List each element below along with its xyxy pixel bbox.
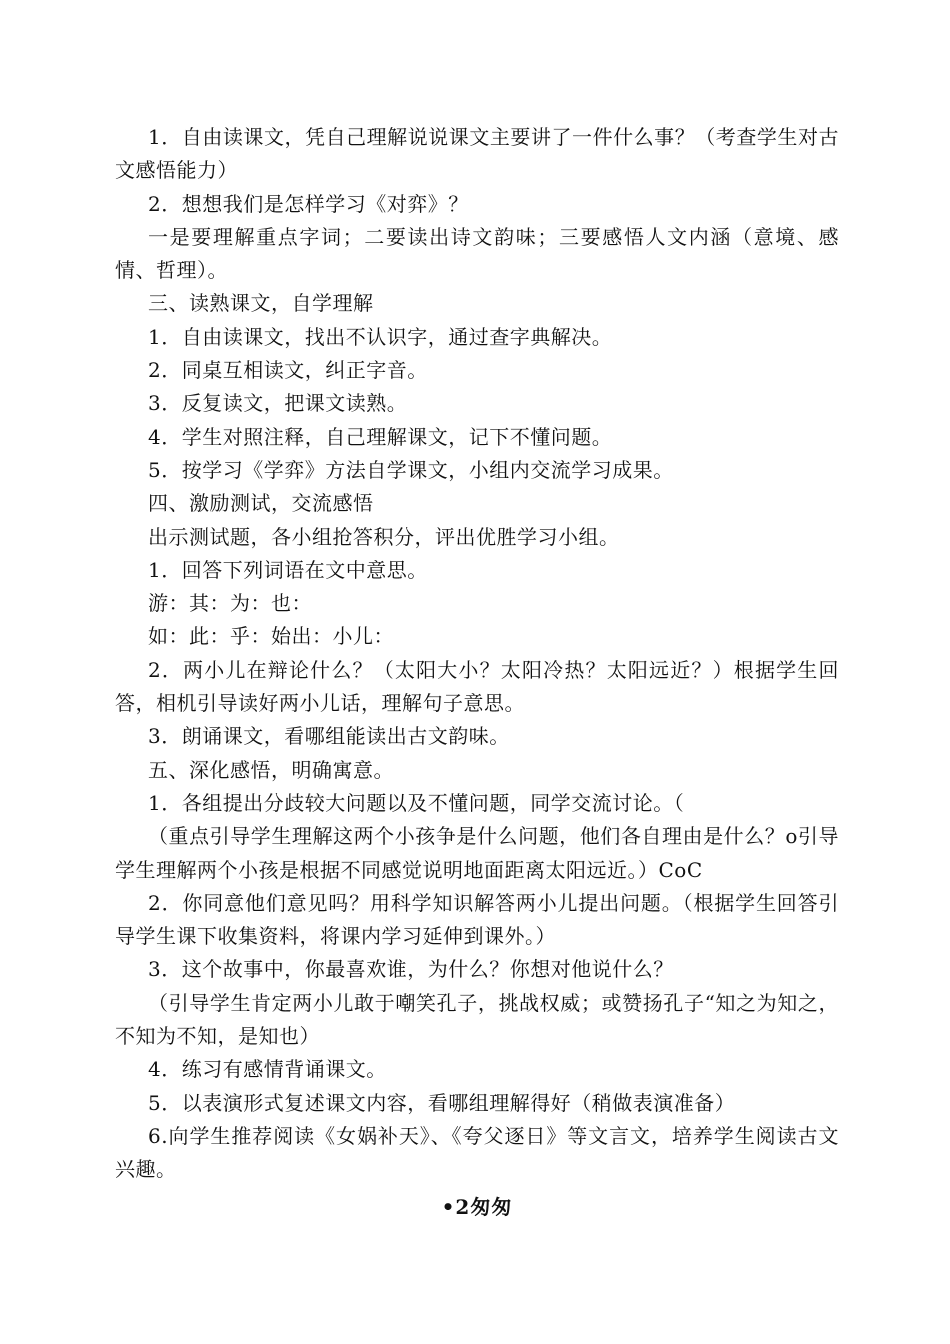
paragraph: 1．回答下列词语在文中意思。 <box>148 557 428 582</box>
document-body <box>115 121 839 1224</box>
paragraph: 1．各组提出分歧较大问题以及不懂问题，同学交流讨论。（ <box>148 790 685 815</box>
paragraph: 2．两小儿在辩论什么？（太阳大小？太阳冷热？太阳远近？）根据学生回答，相机引导读好两小儿话，理解句子意思。 <box>115 657 839 716</box>
paragraph: 2．同桌互相读文，纠正字音。 <box>148 358 428 383</box>
paragraph: 3．朗诵课文，看哪组能读出古文韵味。 <box>148 724 510 749</box>
paragraph: 5．以表演形式复述课文内容，看哪组理解得好（稍做表演准备） <box>148 1090 736 1115</box>
section-heading: •2匆匆 <box>441 1194 513 1219</box>
section-title: 四、激励测试，交流感悟 <box>148 491 374 516</box>
paragraph: 6.向学生推荐阅读《女娲补天》、《夸父逐日》等文言文，培养学生阅读古文兴趣。 <box>115 1123 839 1182</box>
section-title: 五、深化感悟，明确寓意。 <box>148 757 394 782</box>
paragraph: 3．反复读文，把课文读熟。 <box>148 391 408 416</box>
paragraph: 4．练习有感情背诵课文。 <box>148 1057 387 1082</box>
section-title: 三、读熟课文，自学理解 <box>148 291 374 316</box>
paragraph: 5．按学习《学弈》方法自学课文，小组内交流学习成果。 <box>148 457 674 482</box>
paragraph: 3．这个故事中，你最喜欢谁，为什么？你想对他说什么？ <box>148 957 674 982</box>
paragraph: 1．自由读课文，凭自己理解说说课文主要讲了一件什么事？（考查学生对古文感悟能力） <box>115 125 839 183</box>
paragraph: 出示测试题，各小组抢答积分，评出优胜学习小组。 <box>148 524 620 549</box>
paragraph: 如：此：乎：始出：小儿： <box>148 624 394 649</box>
paragraph: （引导学生肯定两小儿敢于嘲笑孔子，挑战权威；或赞扬孔子“知之为知之，不知为不知，是知也） <box>115 990 839 1049</box>
paragraph: 游：其：为：也： <box>148 591 312 616</box>
paragraph: 2．你同意他们意见吗？用科学知识解答两小儿提出问题。（根据学生回答引导学生课下收集资料，将课内学习延伸到课外。） <box>115 890 839 949</box>
paragraph: 4．学生对照注释，自己理解课文，记下不懂问题。 <box>148 424 613 449</box>
paragraph: 一是要理解重点字词；二要读出诗文韵味；三要感悟人文内涵（意境、感情、哲理）。 <box>115 224 839 283</box>
paragraph: 2．想想我们是怎样学习《对弈》？ <box>148 191 469 216</box>
paragraph: 1．自由读课文，找出不认识字，通过查字典解决。 <box>148 324 613 349</box>
paragraph: （重点引导学生理解这两个小孩争是什么问题，他们各自理由是什么？o引导学生理解两个小孩是根据不同感觉说明地面距离太阳远近。）CoC <box>115 824 839 882</box>
